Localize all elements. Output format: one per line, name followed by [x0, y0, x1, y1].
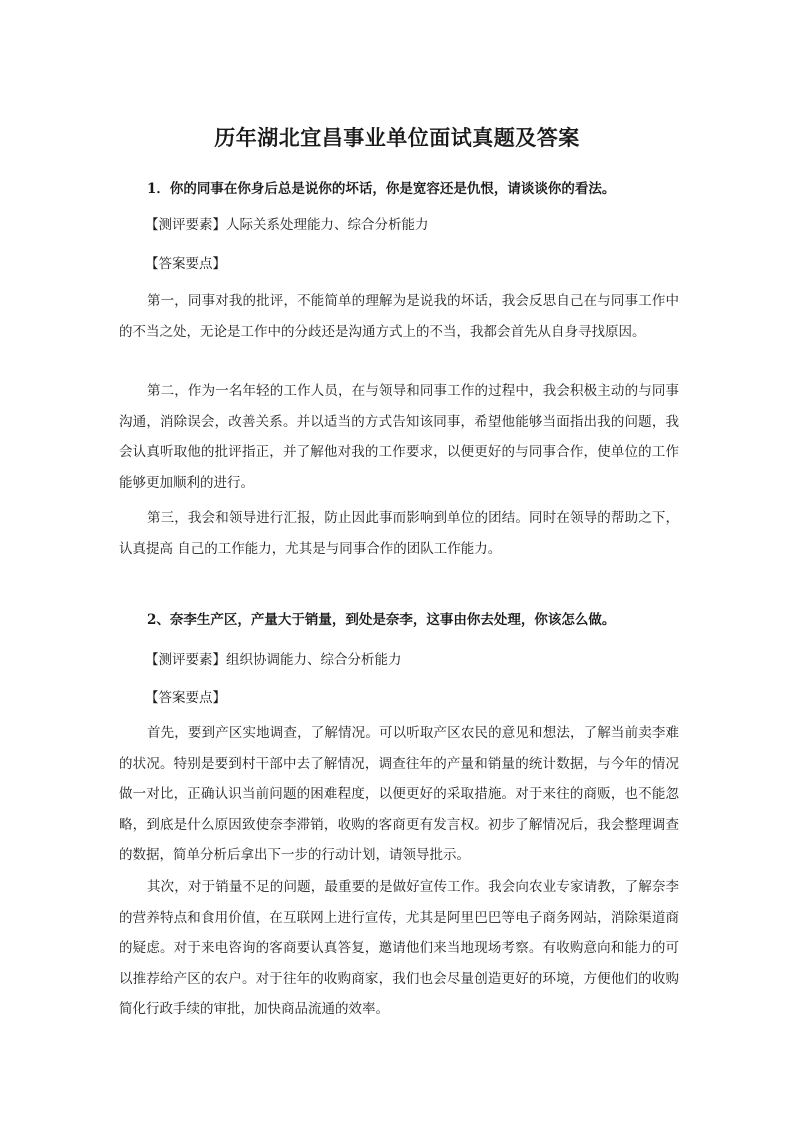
criteria-1: 【测评要素】人际关系处理能力、综合分析能力: [145, 217, 429, 233]
document-title: 历年湖北宜昌事业单位面试真题及答案: [214, 125, 580, 150]
paragraph-2-1: 首先，要到产区实地调查，了解情况。可以听取产区农民的意见和想法，了解当前卖李难的状况。特别是要到村干部中去了解情况，调查往年的产量和销量的统计数据，与今年的情况做一对比，正确认识当前问题的困难程度，以便更好的采取措施。对于来往的商贩，也不能忽略，到底是什么原因致使奈李滞销，收购的客商更有发言权。初步了解情况后，我会整理调查的数据，简单分析后拿出下一步的行动计划，请领导批示。: [119, 725, 679, 863]
answer-heading-1: 【答案要点】: [145, 256, 226, 272]
answer-heading-2: 【答案要点】: [145, 690, 226, 706]
criteria-2: 【测评要素】组织协调能力、综合分析能力: [145, 652, 402, 668]
question-2: 2、奈李生产区，产量大于销量，到处是奈李，这事由你去处理，你该怎么做。: [147, 612, 616, 628]
paragraph-1-1: 第一，同事对我的批评，不能简单的理解为是说我的坏话，我会反思自己在与同事工作中的不当之处，无论是工作中的分歧还是沟通方式上的不当，我都会首先从自身寻找原因。: [119, 293, 679, 340]
paragraph-2-2: 其次，对于销量不足的问题，最重要的是做好宣传工作。我会向农业专家请教，了解奈李的营养特点和食用价值，在互联网上进行宣传，尤其是阿里巴巴等电子商务网站，消除渠道商的疑虑。对于来电咨询的客商要认真答复，邀请他们来当地现场考察。有收购意向和能力的可以推荐给产区的农户。对于往年的收购商家，我们也会尽量创造更好的环境，方便他们的收购简化行政手续的审批，加快商品流通的效率。: [119, 879, 679, 1017]
paragraph-1-2: 第二，作为一名年轻的工作人员，在与领导和同事工作的过程中，我会积极主动的与同事沟通，消除误会，改善关系。并以适当的方式告知该同事，希望他能够当面指出我的问题，我会认真听取他的批评指正，并了解他对我的工作要求，以便更好的与同事合作，使单位的工作能够更加顺利的进行。: [119, 383, 679, 491]
paragraph-1-3: 第三，我会和领导进行汇报，防止因此事而影响到单位的团结。同时在领导的帮助之下，认真提高 自己的工作能力，尤其是与同事合作的团队工作能力。: [119, 510, 679, 557]
question-1: 1．你的同事在你身后总是说你的坏话，你是宽容还是仇恨，请谈谈你的看法。: [147, 181, 616, 197]
